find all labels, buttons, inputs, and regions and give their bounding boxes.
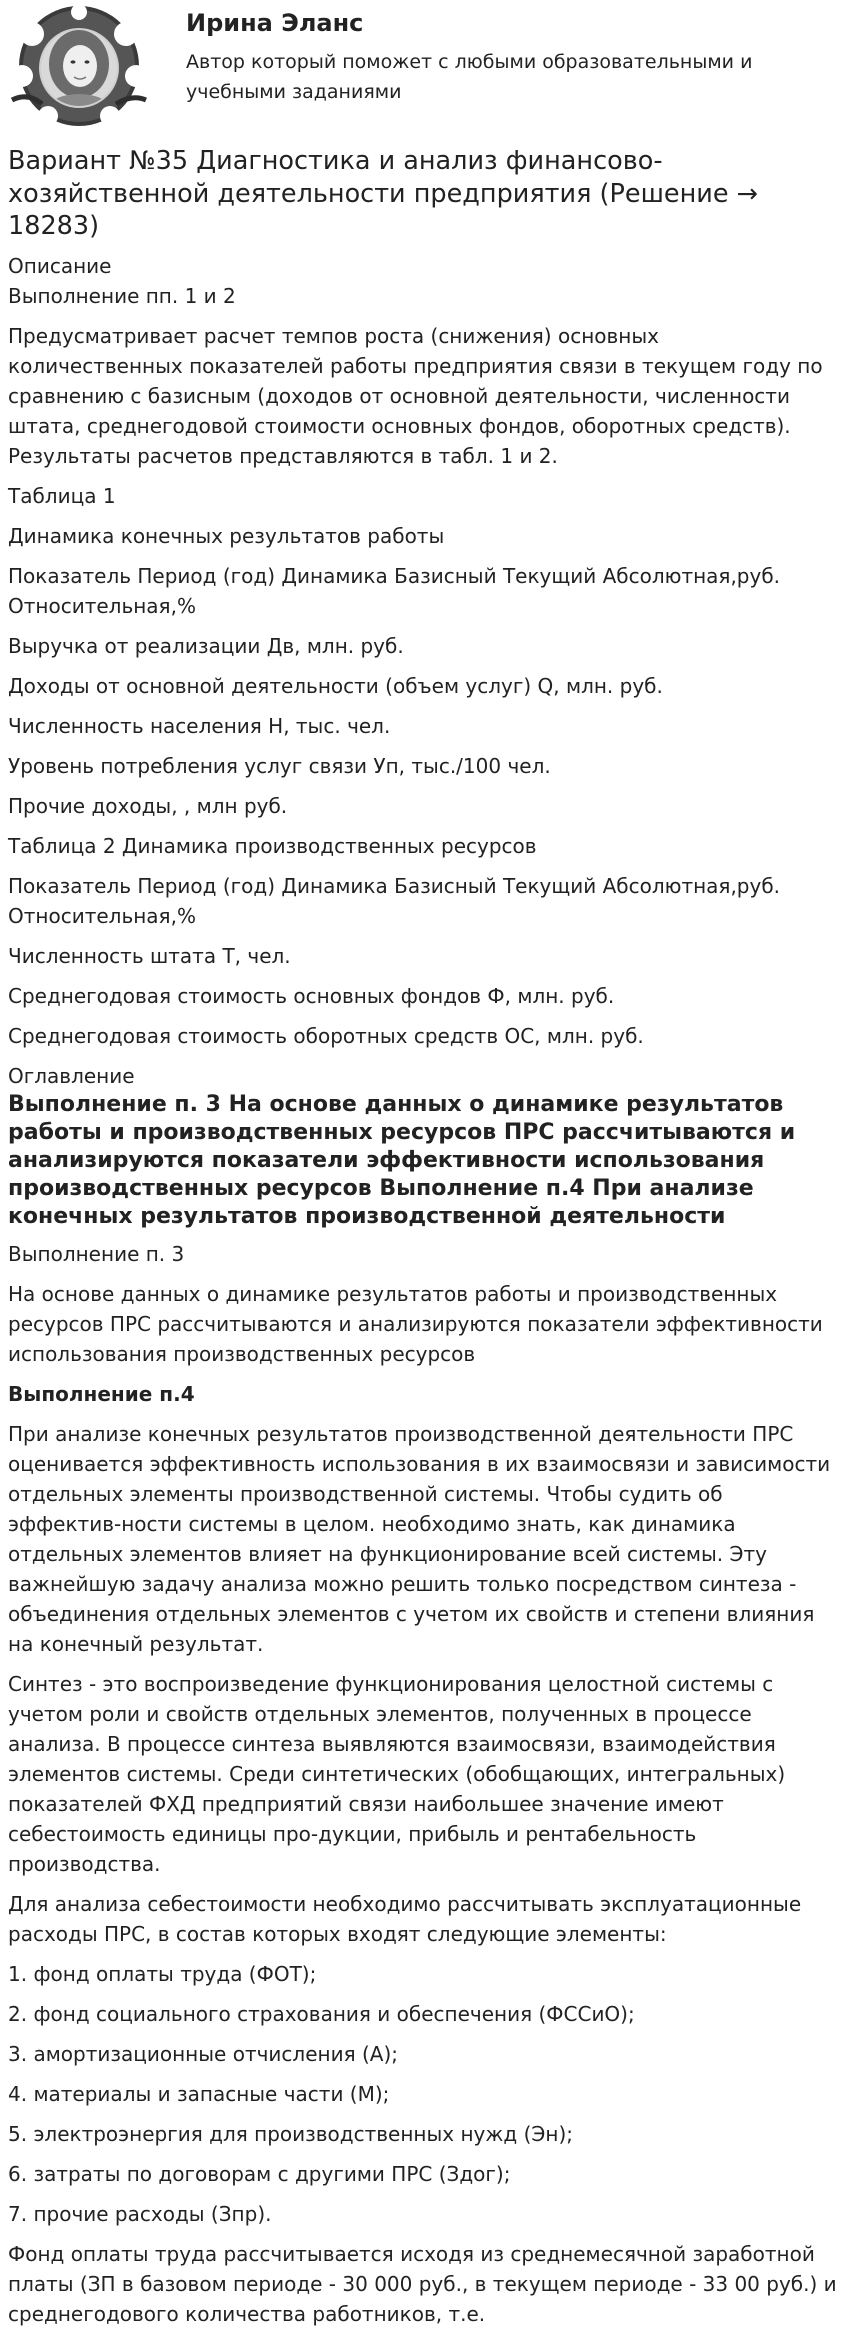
table1-title: Динамика конечных результатов работы [8,523,445,548]
cost-item: 2. фонд социального страхования и обеспечения (ФССиО); [8,2001,635,2026]
cost-item: 3. амортизационные отчисления (А); [8,2041,398,2066]
toc-heading: Выполнение п. 3 На основе данных о динамике результатов работы и производственных ресурсов ПРС рассчитываются и анализируются показатели эффективности использования производственных ресурсов Выполнение п.4 При анализе конечных результатов производственной деятельности [8,1091,796,1229]
table2-title: Таблица 2 Динамика производственных ресурсов [8,833,537,858]
author-card[interactable] [0,0,847,135]
table1-row: Выручка от реализации Дв, млн. руб. [8,633,404,658]
table1-row: Численность населения Н, тыс. чел. [8,713,391,738]
section-4-paragraph: Для анализа себестоимости необходимо рассчитывать эксплуатационные расходы ПРС, в состав которых входят следующие элементы: [8,1891,802,1946]
section-4-paragraph: Синтез - это воспроизведение функционирования целостной системы с учетом роли и свойств отдельных элементов, полученных в процессе анализа. В процессе синтеза выявляются взаимосвязи, взаимодействия элементов системы. Среди синтетических (обобщающих, интегральных) показателей ФХД предприятий связи наибольшее значение имеют себестоимость единицы про-дукции, прибыль и рентабельность производства. [8,1671,786,1876]
table1-label: Таблица 1 [8,483,116,508]
table1-header: Показатель Период (год) Динамика Базисный Текущий Абсолютная,руб. Относительная,% [8,563,781,618]
cost-item: 5. электроэнергия для производственных нужд (Эн); [8,2121,573,2146]
cost-item: 6. затраты по договорам с другими ПРС (Здог); [8,2161,511,2186]
cost-item: 7. прочие расходы (Зпр). [8,2201,272,2226]
table1-row: Прочие доходы, , млн руб. [8,793,288,818]
document-content [8,145,840,2339]
description-label: Описание [8,253,112,278]
table1-row: Доходы от основной деятельности (объем услуг) Q, млн. руб. [8,673,663,698]
section-4-paragraph: При анализе конечных результатов производственной деятельности ПРС оценивается эффективность использования в их взаимосвязи и зависимости отдельных элементы производственной системы. Чтобы судить об эффектив-ности системы в целом. необходимо знать, как динамика отдельных элементов влияет на функционирование всей системы. Эту важнейшую задачу анализа можно решить только посредством синтеза - объединения отдельных элементов с учетом их свойств и степени влияния на конечный результат. [8,1421,831,1656]
page-title: Вариант №35 Диагностика и анализ финансово-хозяйственной деятельности предприятия (Решение → 18283) [8,146,758,242]
table1-row: Уровень потребления услуг связи Уп, тыс./100 чел. [8,753,551,778]
section-3-label: Выполнение п. 3 [8,1241,185,1266]
table2-row: Численность штата Т, чел. [8,943,291,968]
table2-row: Среднегодовая стоимость основных фондов Ф, млн. руб. [8,983,615,1008]
section-4-label: Выполнение п.4 [8,1381,195,1406]
section-3-text: На основе данных о динамике результатов работы и производственных ресурсов ПРС рассчитываются и анализируются показатели эффективности использования производственных ресурсов [8,1281,823,1366]
film-reel-avatar-icon [8,4,150,128]
intro-paragraph: Предусматривает расчет темпов роста (снижения) основных количественных показателей работы предприятия связи в текущем году по сравнению с базисным (доходов от основной деятельности, численности штата, среднегодовой стоимости основных фондов, оборотных средств). Результаты расчетов представляются в табл. 1 и 2. [8,323,823,468]
table2-row: Среднегодовая стоимость оборотных средств ОС, млн. руб. [8,1023,644,1048]
toc-label: Оглавление [8,1063,135,1088]
author-description: Автор который поможет с любыми образовательными и учебными заданиями [186,51,753,104]
cost-item: 1. фонд оплаты труда (ФОТ); [8,1961,317,1986]
cost-item: 4. материалы и запасные части (М); [8,2081,390,2106]
section-4-paragraph: Фонд оплаты труда рассчитывается исходя из среднемесячной заработной платы (ЗП в базовом периоде - 30 000 руб., в текущем периоде - 33 00 руб.) и среднегодового количества работников, т.е. [8,2241,837,2326]
avatar[interactable] [8,4,150,128]
section-1-2-label: Выполнение пп. 1 и 2 [8,283,236,308]
table2-header: Показатель Период (год) Динамика Базисный Текущий Абсолютная,руб. Относительная,% [8,873,781,928]
author-name[interactable]: Ирина Эланс [186,9,364,37]
